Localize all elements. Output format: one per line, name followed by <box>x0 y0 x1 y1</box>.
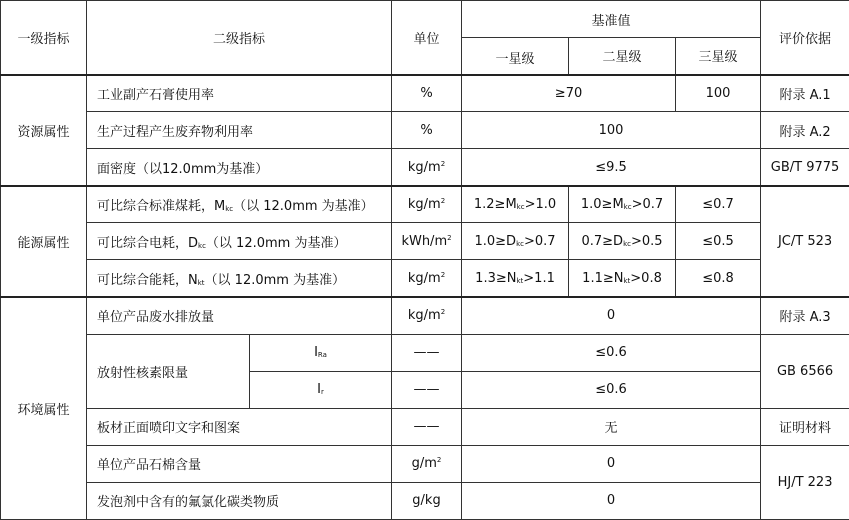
coal-unit <box>392 186 462 223</box>
density-unit-sup: 2 <box>440 159 446 168</box>
gypsum-use-star3: 100 <box>676 75 761 112</box>
table-row-printing <box>1 408 849 445</box>
radiation-ir-label <box>250 371 392 408</box>
wastewater-basis: 附录 A.3 <box>761 297 849 334</box>
radiation-ir-base: I <box>317 382 321 398</box>
table-row-foaming <box>1 482 849 519</box>
power-name <box>87 223 392 260</box>
density-name: 面密度（以12.0mm为基准） <box>87 149 392 186</box>
env-basis: HJ/T 223 <box>761 445 849 519</box>
energy-total-name-post: （以 12.0mm 为基准） <box>204 272 346 288</box>
asbestos-unit-base: g/m <box>411 456 437 472</box>
header-level1: 一级指标 <box>1 1 87 75</box>
energy-total-star2-sub: kt <box>623 276 631 285</box>
density-value: ≤9.5 <box>462 149 761 186</box>
coal-star1-b: >1.0 <box>524 197 557 213</box>
coal-star2 <box>569 186 676 223</box>
gypsum-use-basis: 附录 A.1 <box>761 75 849 112</box>
gypsum-use-name: 工业副产石膏使用率 <box>87 75 392 112</box>
table-row-waste-use <box>1 112 849 149</box>
power-star1-sub: kc <box>516 239 524 248</box>
radiation-ir-value: ≤0.6 <box>462 371 761 408</box>
foaming-name: 发泡剂中含有的氟氯化碳类物质 <box>87 482 392 519</box>
header-basis: 评价依据 <box>761 1 849 75</box>
energy-total-star2 <box>569 260 676 297</box>
power-star1 <box>462 223 569 260</box>
header-star1 <box>462 38 569 75</box>
power-name-pre: 可比综合电耗，D <box>97 235 199 251</box>
radiation-basis: GB 6566 <box>761 334 849 408</box>
power-star2-b: >0.5 <box>630 233 663 249</box>
coal-star2-b: >0.7 <box>631 197 664 213</box>
wastewater-name: 单位产品废水排放量 <box>87 297 392 334</box>
energy-total-unit-base: kg/m <box>407 270 441 286</box>
table-row-gypsum-use <box>1 75 849 112</box>
radiation-ir-unit: —— <box>392 371 462 408</box>
energy-total-name <box>87 260 392 297</box>
power-star3: ≤0.5 <box>676 223 761 260</box>
wastewater-unit-sup: 2 <box>440 308 446 317</box>
energy-total-star1-b: >1.1 <box>523 270 555 286</box>
foaming-unit: g/kg <box>392 482 462 519</box>
header-star3: 三星级 <box>676 38 761 75</box>
waste-use-name: 生产过程产生废弃物利用率 <box>87 112 392 149</box>
table-row-power <box>1 223 849 260</box>
group-energy: 能源属性 <box>1 186 87 297</box>
wastewater-unit-base: kg/m <box>407 308 441 324</box>
energy-total-star1 <box>462 260 569 297</box>
foaming-value: 0 <box>462 482 761 519</box>
radiation-ir-sub: r <box>320 388 324 397</box>
radiation-ira-sub: Ra <box>317 351 327 360</box>
table-row-energy-total <box>1 260 849 297</box>
energy-total-star2-b: >0.8 <box>630 270 662 286</box>
coal-star2-a: 1.0≥M <box>580 197 624 213</box>
table-row-asbestos <box>1 445 849 482</box>
asbestos-value: 0 <box>462 445 761 482</box>
power-star2-sub: kc <box>623 239 631 248</box>
printing-unit: —— <box>392 408 462 445</box>
coal-name <box>87 186 392 223</box>
printing-value: 无 <box>462 408 761 445</box>
table-row-coal <box>1 186 849 223</box>
energy-total-unit-sup: 2 <box>440 270 446 279</box>
energy-total-name-sub: kt <box>197 278 205 287</box>
gypsum-use-star12: ≥70 <box>462 75 676 112</box>
group-resource: 资源属性 <box>1 75 87 186</box>
wastewater-value: 0 <box>462 297 761 334</box>
asbestos-name: 单位产品石棉含量 <box>87 445 392 482</box>
coal-unit-base: kg/m <box>407 197 441 213</box>
coal-star1-sub: kc <box>516 203 525 212</box>
energy-basis: JC/T 523 <box>761 186 849 297</box>
radiation-ira-unit: —— <box>392 334 462 371</box>
coal-star2-sub: kc <box>623 203 632 212</box>
waste-use-unit: % <box>392 112 462 149</box>
table-row-density <box>1 149 849 186</box>
coal-name-pre: 可比综合标准煤耗，M <box>97 199 226 215</box>
wastewater-unit <box>392 297 462 334</box>
power-name-sub: kc <box>198 241 206 250</box>
asbestos-unit-sup: 2 <box>436 456 442 465</box>
radiation-ira-label <box>250 334 392 371</box>
coal-name-sub: kc <box>225 205 234 214</box>
header-level2: 二级指标 <box>87 1 392 75</box>
energy-total-star1-sub: kt <box>516 276 524 285</box>
waste-use-value: 100 <box>462 112 761 149</box>
asbestos-unit <box>392 445 462 482</box>
power-star2-a: 0.7≥D <box>581 233 624 249</box>
energy-total-unit <box>392 260 462 297</box>
coal-star1 <box>462 186 569 223</box>
power-star1-a: 1.0≥D <box>474 233 517 249</box>
table-row-wastewater <box>1 297 849 334</box>
header-star1-label: 一星级 <box>495 52 535 68</box>
coal-star3: ≤0.7 <box>676 186 761 223</box>
coal-unit-sup: 2 <box>440 197 446 206</box>
radiation-ira-base: I <box>314 345 318 361</box>
coal-name-post: （以 12.0mm 为基准） <box>233 199 374 215</box>
power-star1-b: >0.7 <box>523 233 556 249</box>
energy-total-star1-a: 1.3≥N <box>475 270 517 286</box>
energy-total-star2-a: 1.1≥N <box>582 270 624 286</box>
table-row-radiation-ira <box>1 334 849 371</box>
radiation-ira-value: ≤0.6 <box>462 334 761 371</box>
density-basis: GB/T 9775 <box>761 149 849 186</box>
power-name-post: （以 12.0mm 为基准） <box>205 235 347 251</box>
header-row-1 <box>1 1 849 38</box>
radiation-name: 放射性核素限量 <box>87 334 250 408</box>
density-unit <box>392 149 462 186</box>
density-unit-base: kg/m <box>407 159 441 175</box>
power-unit-base: kWh/m <box>401 233 448 249</box>
header-benchmark: 基准值 <box>462 1 761 38</box>
printing-basis: 证明材料 <box>761 408 849 445</box>
waste-use-basis: 附录 A.2 <box>761 112 849 149</box>
power-unit-sup: 2 <box>447 233 452 242</box>
group-environment: 环境属性 <box>1 297 87 520</box>
header-unit: 单位 <box>392 1 462 75</box>
printing-name: 板材正面喷印文字和图案 <box>87 408 392 445</box>
header-star2: 二星级 <box>569 38 676 75</box>
energy-total-star3: ≤0.8 <box>676 260 761 297</box>
energy-total-name-pre: 可比综合能耗，N <box>97 272 198 288</box>
gypsum-use-unit: % <box>392 75 462 112</box>
coal-star1-a: 1.2≥M <box>473 197 517 213</box>
power-star2 <box>569 223 676 260</box>
power-unit <box>392 223 462 260</box>
